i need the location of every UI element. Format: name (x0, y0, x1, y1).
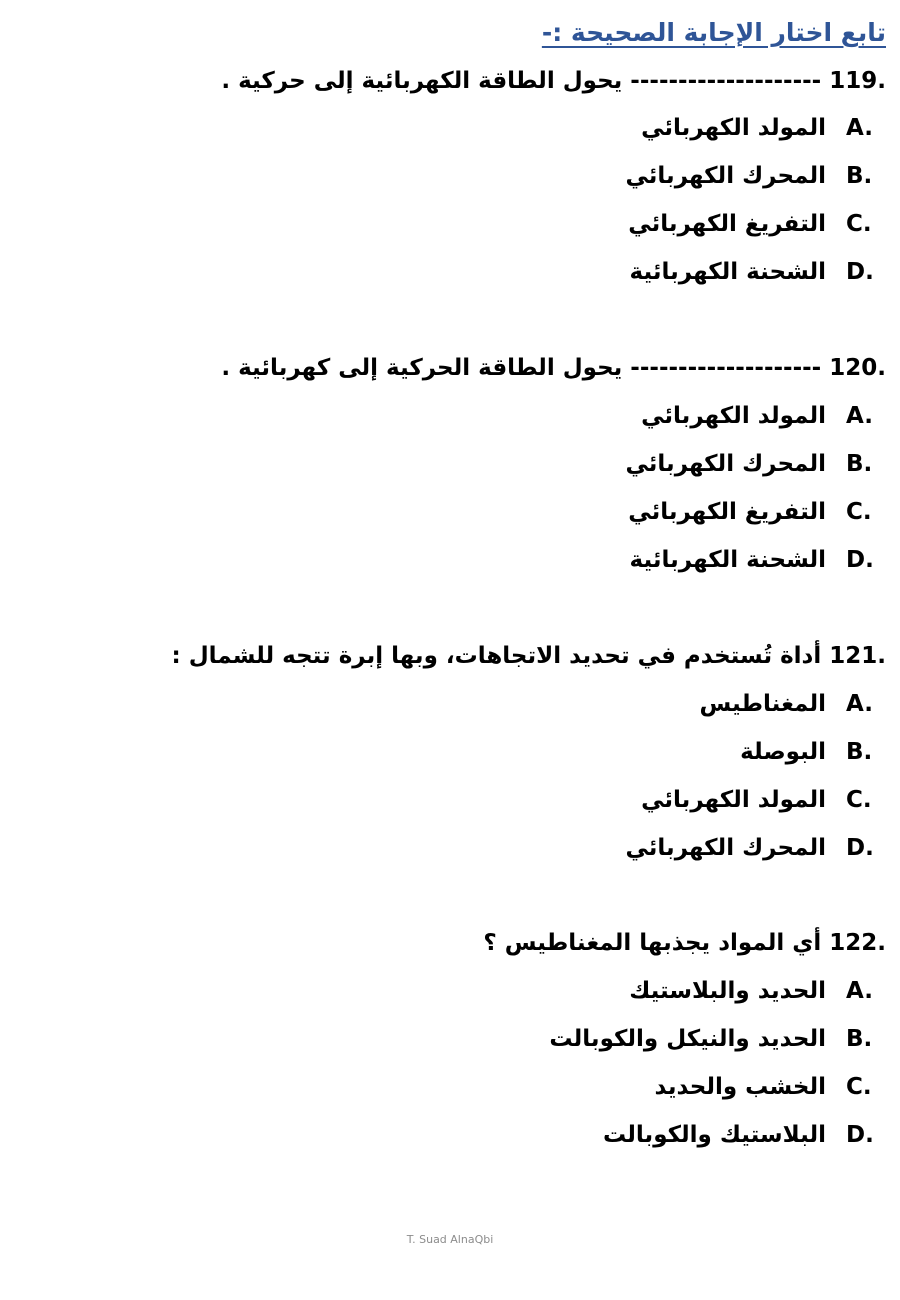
question-number: 121. (829, 643, 886, 669)
question-122 (20, 930, 886, 956)
question-121 (20, 643, 886, 669)
option-letter: C. (846, 1074, 872, 1100)
option-120-b (286, 451, 886, 491)
option-letter: B. (846, 451, 873, 477)
option-letter: C. (846, 499, 872, 525)
option-text: الشحنة الكهربائية (629, 259, 826, 285)
option-text: التفريغ الكهربائي (628, 499, 826, 525)
option-122-a (286, 978, 886, 1018)
option-letter: A. (846, 115, 873, 141)
option-letter: D. (846, 835, 874, 861)
option-119-c (286, 211, 886, 251)
question-number: 122. (829, 930, 886, 956)
option-119-a (286, 115, 886, 155)
option-122-b (286, 1026, 886, 1066)
option-letter: D. (846, 1122, 874, 1148)
option-text: الشحنة الكهربائية (629, 547, 826, 573)
option-121-c (286, 787, 886, 827)
option-122-c (286, 1074, 886, 1114)
option-letter: D. (846, 547, 874, 573)
option-121-a (286, 691, 886, 731)
question-text: -------------------- يحول الطاقة الحركية إلى كهربائية . (221, 355, 822, 381)
option-text: المحرك الكهربائي (625, 451, 826, 477)
option-text: المغناطيس (699, 691, 826, 717)
option-121-d (286, 835, 886, 875)
option-120-a (286, 403, 886, 443)
option-120-c (286, 499, 886, 539)
option-text: الحديد والبلاستيك (629, 978, 826, 1004)
option-text: المحرك الكهربائي (625, 835, 826, 861)
section-heading: تابع اختار الإجابة الصحيحة :- (541, 18, 886, 47)
option-text: البوصلة (740, 739, 826, 765)
option-119-d (286, 259, 886, 299)
option-122-d (286, 1122, 886, 1162)
option-letter: B. (846, 739, 873, 765)
option-text: المولد الكهربائي (641, 403, 826, 429)
option-text: الخشب والحديد (654, 1074, 826, 1100)
option-text: الحديد والنيكل والكوبالت (549, 1026, 826, 1052)
option-letter: A. (846, 403, 873, 429)
question-number: 120. (829, 355, 886, 381)
footer-author: T. Suad AlnaQbi (406, 1233, 494, 1246)
question-text: -------------------- يحول الطاقة الكهربائية إلى حركية . (221, 68, 822, 94)
option-119-b (286, 163, 886, 203)
option-letter: D. (846, 259, 874, 285)
question-text: أداة تُستخدم في تحديد الاتجاهات، وبها إبرة تتجه للشمال : (171, 643, 822, 669)
question-120 (20, 355, 886, 381)
option-text: المولد الكهربائي (641, 787, 826, 813)
option-letter: A. (846, 978, 873, 1004)
option-letter: B. (846, 1026, 873, 1052)
option-text: المولد الكهربائي (641, 115, 826, 141)
option-letter: B. (846, 163, 873, 189)
question-text: أي المواد يجذبها المغناطيس ؟ (483, 930, 822, 956)
option-letter: C. (846, 211, 872, 237)
option-121-b (286, 739, 886, 779)
option-text: التفريغ الكهربائي (628, 211, 826, 237)
question-number: 119. (829, 68, 886, 94)
option-120-d (286, 547, 886, 587)
option-letter: C. (846, 787, 872, 813)
option-text: البلاستيك والكوبالت (602, 1122, 826, 1148)
question-119 (20, 68, 886, 94)
option-text: المحرك الكهربائي (625, 163, 826, 189)
option-letter: A. (846, 691, 873, 717)
